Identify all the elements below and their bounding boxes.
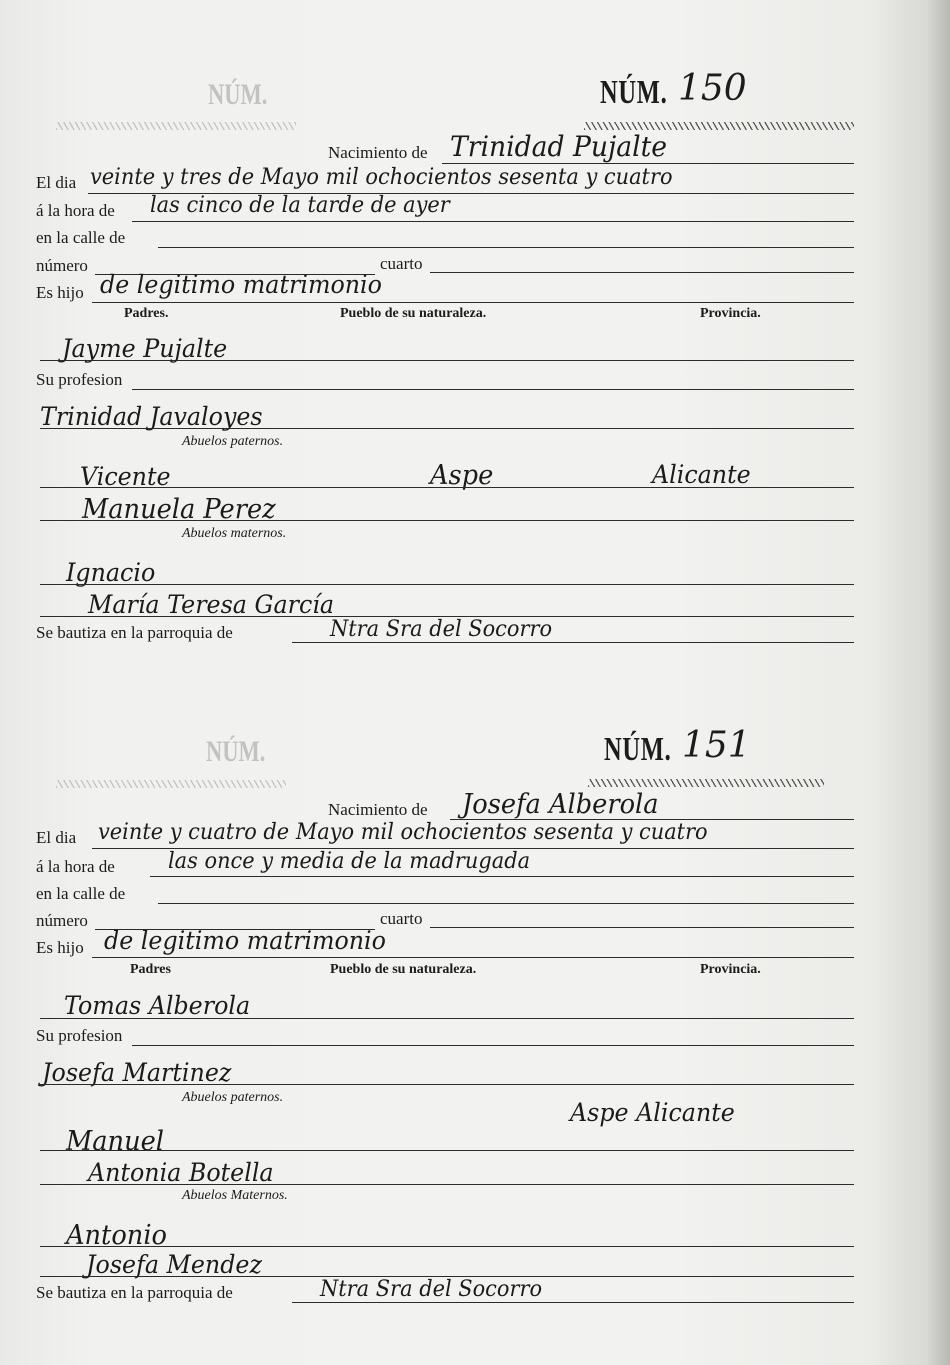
abuelos-paternos-label: Abuelos paternos. <box>182 1090 284 1105</box>
hijo-label: Es hijo <box>36 283 84 302</box>
filiation: de legitimo matrimonio <box>100 270 382 299</box>
abuelos-paternos-label: Abuelos paternos. <box>182 434 284 449</box>
mother-name: Trinidad Javaloyes <box>40 402 263 431</box>
dia-label: El dia <box>36 828 77 847</box>
parish: Ntra Sra del Socorro <box>320 1277 543 1302</box>
record-number: NÚM. 150 <box>600 68 747 111</box>
paternal-grandmother: Manuela Perez <box>82 494 276 525</box>
bleed-through-mark: NÚM. <box>206 735 266 768</box>
birth-time: las cinco de la tarde de ayer <box>150 193 450 218</box>
birth-date: veinte y cuatro de Mayo mil ochocientos sesenta y cuatro <box>98 820 708 845</box>
column-header-provincia: Provincia. <box>700 962 761 977</box>
maternal-grandfather: Antonio <box>66 1220 167 1251</box>
birth-date: veinte y tres de Mayo mil ochocientos sesenta y cuatro <box>90 165 673 190</box>
parroquia-label: Se bautiza en la parroquia de <box>36 1283 233 1302</box>
filiation: de legitimo matrimonio <box>104 926 386 955</box>
record-number-value: 151 <box>682 725 751 766</box>
column-header-padres: Padres. <box>124 306 169 321</box>
birthplace: Aspe <box>430 460 494 491</box>
nacimiento-label: Nacimiento de <box>328 800 428 819</box>
maternal-grandfather: Ignacio <box>66 558 156 587</box>
birthplace-province: Aspe Alicante <box>570 1098 735 1127</box>
abuelos-maternos-label: Abuelos Maternos. <box>182 1188 288 1203</box>
bleed-through-mark: NÚM. <box>208 78 268 111</box>
parroquia-label: Se bautiza en la parroquia de <box>36 623 233 642</box>
child-name: Josefa Alberola <box>462 789 659 820</box>
maternal-grandmother: Josefa Mendez <box>86 1250 263 1279</box>
ornamental-rule <box>584 122 854 130</box>
hora-label: á la hora de <box>36 857 115 876</box>
column-header-pueblo: Pueblo de su naturaleza. <box>340 306 487 321</box>
parish: Ntra Sra del Socorro <box>330 617 553 642</box>
calle-label: en la calle de <box>36 228 126 247</box>
father-name: Jayme Pujalte <box>62 334 228 363</box>
birth-time: las once y media de la madrugada <box>168 849 531 874</box>
column-header-padres: Padres <box>130 962 171 977</box>
record-number: NÚM. 151 <box>604 725 751 768</box>
child-name: Trinidad Pujalte <box>450 130 668 163</box>
column-header-provincia: Provincia. <box>700 306 761 321</box>
ornamental-rule <box>588 779 824 787</box>
numero-label: número <box>36 911 88 930</box>
hijo-label: Es hijo <box>36 938 84 957</box>
cuarto-label: cuarto <box>380 909 423 928</box>
profesion-label: Su profesion <box>36 370 123 389</box>
calle-label: en la calle de <box>36 884 126 903</box>
profesion-label: Su profesion <box>36 1026 123 1045</box>
hora-label: á la hora de <box>36 201 115 220</box>
paternal-grandmother: Antonia Botella <box>88 1158 274 1187</box>
mother-name: Josefa Martinez <box>42 1058 232 1087</box>
dia-label: El dia <box>36 173 77 192</box>
nacimiento-label: Nacimiento de <box>328 143 428 162</box>
record-number-value: 150 <box>678 68 747 109</box>
page-binding-edge <box>928 0 950 1365</box>
numero-label: número <box>36 256 88 275</box>
paternal-grandfather: Vicente <box>80 462 171 491</box>
province: Alicante <box>652 460 751 489</box>
abuelos-maternos-label: Abuelos maternos. <box>182 526 287 541</box>
father-name: Tomas Alberola <box>64 991 251 1020</box>
maternal-grandmother: María Teresa García <box>88 590 335 619</box>
paternal-grandfather: Manuel <box>66 1126 164 1157</box>
column-header-pueblo: Pueblo de su naturaleza. <box>330 962 477 977</box>
cuarto-label: cuarto <box>380 254 423 273</box>
